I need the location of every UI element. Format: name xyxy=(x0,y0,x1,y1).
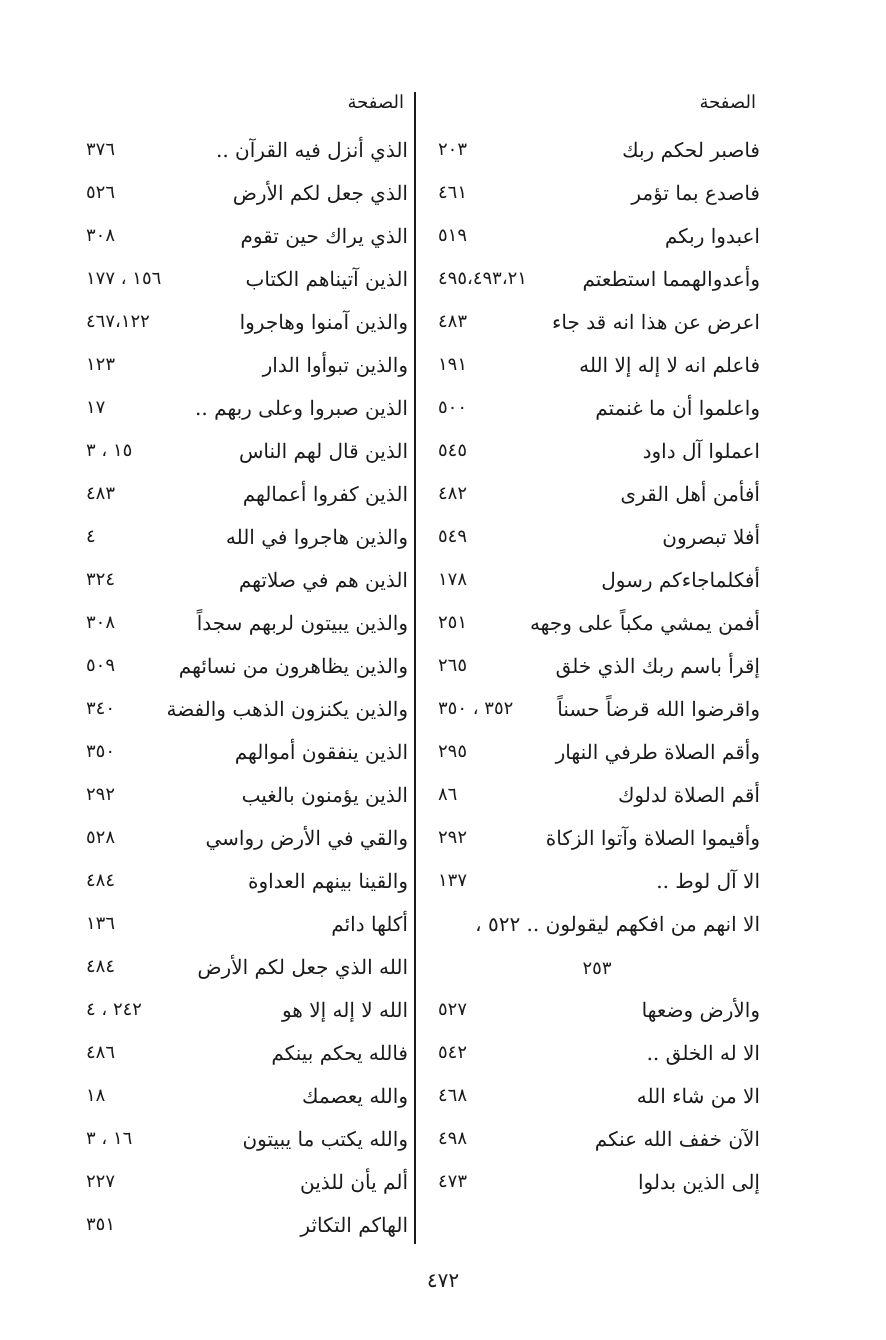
entry-text: اعبدوا ربكم xyxy=(664,224,760,248)
index-entry xyxy=(82,177,408,220)
index-entry xyxy=(434,693,760,736)
entry-page: ٥٤٥ xyxy=(438,440,468,461)
index-entry xyxy=(82,693,408,736)
entry-text: فاصدع بما تؤمر xyxy=(631,181,760,205)
entry-text: والذين تبوأوا الدار xyxy=(262,353,408,377)
index-entry xyxy=(434,263,760,306)
entry-page: ١٩١ xyxy=(438,354,468,375)
index-entry xyxy=(82,822,408,865)
entry-text: الذين ينفقون أموالهم xyxy=(234,740,408,764)
entry-page: ٢٠٣ xyxy=(438,139,468,160)
index-entry xyxy=(434,865,760,908)
entry-page: ١٧ xyxy=(86,397,106,418)
index-entry xyxy=(82,951,408,994)
index-entry xyxy=(434,177,760,220)
entry-text: والأرض وضعها xyxy=(641,998,760,1022)
entry-page: ١٢٣ xyxy=(86,354,116,375)
index-entry xyxy=(82,908,408,951)
entry-page: ٤٦٨ xyxy=(438,1085,468,1106)
entry-text: أفأمن أهل القرى xyxy=(620,482,760,506)
entry-page: ٢٦٥ xyxy=(438,655,468,676)
index-entry xyxy=(82,865,408,908)
entry-text: الذي يراك حين تقوم xyxy=(240,224,408,248)
entry-page: ٤٦٧،١٢٢ xyxy=(86,311,150,332)
entry-text: الله الذي جعل لكم الأرض xyxy=(197,955,408,979)
entry-page: ٤٦١ xyxy=(438,182,468,203)
entry-page: ٤٧٣ xyxy=(438,1171,468,1192)
entry-page: ٤٨٢ xyxy=(438,483,468,504)
entry-page: ٢٤٢ ، ٤ xyxy=(86,999,142,1020)
index-entry xyxy=(434,650,760,693)
entry-text: واعلموا أن ما غنمتم xyxy=(595,396,760,420)
entry-text: ألم يأن للذين xyxy=(299,1170,408,1194)
index-entry xyxy=(82,349,408,392)
entry-page: ٨٦ xyxy=(438,784,458,805)
entry-text: والله يعصمك xyxy=(302,1084,408,1108)
entry-page: ٣٥٠ xyxy=(86,741,116,762)
entry-page: ٤ xyxy=(86,526,96,547)
entry-text: إلى الذين بدلوا xyxy=(637,1170,760,1194)
index-entry xyxy=(82,521,408,564)
right-index-column xyxy=(434,134,760,1209)
entry-page: ٥١٩ xyxy=(438,225,468,246)
index-entry xyxy=(434,822,760,865)
index-entry xyxy=(82,1209,408,1252)
entry-text: أفكلماجاءكم رسول xyxy=(601,568,760,592)
entry-page: ٥٢٧ xyxy=(438,999,468,1020)
entry-page: ٥٢٨ xyxy=(86,827,116,848)
index-entry xyxy=(434,1080,760,1123)
entry-text: والقي في الأرض رواسي xyxy=(205,826,408,850)
entry-page: ٣٠٨ xyxy=(86,225,116,246)
entry-page: ٥٠٠ xyxy=(438,397,468,418)
index-entry xyxy=(82,607,408,650)
entry-page: ٣٠٨ xyxy=(86,612,116,633)
index-entry xyxy=(434,392,760,435)
index-entry xyxy=(82,1080,408,1123)
entry-page: ١٨ xyxy=(86,1085,106,1106)
index-entry xyxy=(434,220,760,263)
entry-text: الذي أنزل فيه القرآن .. xyxy=(215,138,408,162)
entry-page: ٥٠٩ xyxy=(86,655,116,676)
index-entry xyxy=(82,306,408,349)
index-entry xyxy=(82,220,408,263)
index-entry xyxy=(82,435,408,478)
entry-text: الا من شاء الله xyxy=(636,1084,760,1108)
entry-page: ٣٤٠ xyxy=(86,698,116,719)
entry-text: والله يكتب ما يبيتون xyxy=(242,1127,408,1151)
index-entry xyxy=(82,1123,408,1166)
entry-page: ١٧٨ xyxy=(438,569,468,590)
entry-page: ٣٥١ xyxy=(86,1214,116,1235)
index-entry xyxy=(82,134,408,177)
entry-page: ٢٩٥ xyxy=(438,741,468,762)
entry-text: أكلها دائم xyxy=(331,912,408,936)
entry-page: ١٥ ، ٣ xyxy=(86,440,133,461)
entry-page: ٤٨٣ xyxy=(86,483,116,504)
entry-text: والذين هاجروا في الله xyxy=(225,525,408,549)
entry-page: ٢٢٧ xyxy=(86,1171,116,1192)
index-entry xyxy=(82,994,408,1037)
entry-page: ٢٥١ xyxy=(438,612,468,633)
index-entry xyxy=(82,392,408,435)
index-entry xyxy=(434,1037,760,1080)
entry-text: الذين كفروا أعمالهم xyxy=(242,482,408,506)
entry-page: ٤٨٦ xyxy=(86,1042,116,1063)
entry-text: الذي جعل لكم الأرض xyxy=(232,181,408,205)
index-entry xyxy=(82,650,408,693)
entry-page: ٢٩٢ xyxy=(86,784,116,805)
entry-text: الذين قال لهم الناس xyxy=(238,439,408,463)
entry-text: اعرض عن هذا انه قد جاء xyxy=(551,310,760,334)
entry-text: اعملوا آل داود xyxy=(642,439,760,463)
entry-page: ٤٩٥،٤٩٣،٢١ xyxy=(438,268,527,289)
entry-page: ٣٧٦ xyxy=(86,139,116,160)
entry-text: الذين صبروا وعلى ربهم .. xyxy=(195,396,408,420)
entry-text: الآن خفف الله عنكم xyxy=(594,1127,760,1151)
entry-text: وأقيموا الصلاة وآتوا الزكاة xyxy=(545,826,760,850)
entry-page: ٥٢٦ xyxy=(86,182,116,203)
index-entry xyxy=(434,1123,760,1166)
entry-text: أفمن يمشي مكباً على وجهه xyxy=(529,611,760,635)
index-entry xyxy=(434,435,760,478)
entry-text: الذين يؤمنون بالغيب xyxy=(241,783,408,807)
index-entry xyxy=(434,994,760,1037)
entry-text: واقرضوا الله قرضاً حسناً xyxy=(557,697,760,721)
entry-page: ٤٨٤ xyxy=(86,956,116,977)
left-index-column xyxy=(82,134,408,1252)
entry-text: الذين هم في صلاتهم xyxy=(238,568,408,592)
entry-page: ١٥٦ ، ١٧٧ xyxy=(86,268,162,289)
entry-page: ٣٥٢ ، ٣٥٠ xyxy=(438,698,514,719)
entry-text: فالله يحكم بينكم xyxy=(271,1041,408,1065)
index-entry xyxy=(82,1037,408,1080)
entry-text: وأعدوالهمما استطعتم xyxy=(582,267,760,291)
column-divider xyxy=(414,92,416,1244)
entry-text: أفلا تبصرون xyxy=(662,525,760,549)
entry-text: والذين يبيتون لربهم سجداً xyxy=(196,611,408,635)
entry-page: ١٣٧ xyxy=(438,870,468,891)
entry-text: إقرأ باسم ربك الذي خلق xyxy=(555,654,760,678)
index-entry xyxy=(434,564,760,607)
entry-text: الله لا إله إلا هو xyxy=(281,998,408,1022)
entry-text: والذين آمنوا وهاجروا xyxy=(239,310,408,334)
entry-page: ٢٩٢ xyxy=(438,827,468,848)
index-entry xyxy=(82,564,408,607)
index-entry xyxy=(434,908,760,994)
right-column-header: الصفحة xyxy=(699,92,756,113)
index-entry xyxy=(82,736,408,779)
index-entry xyxy=(434,349,760,392)
index-entry xyxy=(82,779,408,822)
entry-text: فاعلم انه لا إله إلا الله xyxy=(579,353,760,377)
index-entry xyxy=(434,607,760,650)
entry-page: ١٦ ، ٣ xyxy=(86,1128,133,1149)
entry-text: وأقم الصلاة طرفي النهار xyxy=(555,740,760,764)
index-entry xyxy=(82,478,408,521)
entry-text: الهاكم التكاثر xyxy=(300,1213,408,1237)
entry-text: فاصبر لحكم ربك xyxy=(622,138,760,162)
left-column-header: الصفحة xyxy=(347,92,404,113)
entry-text: والذين يظاهرون من نسائهم xyxy=(178,654,408,678)
entry-page: ٤٨٤ xyxy=(86,870,116,891)
index-entry xyxy=(434,521,760,564)
index-entry xyxy=(434,478,760,521)
index-entry xyxy=(434,134,760,177)
index-entry xyxy=(434,779,760,822)
index-entry xyxy=(434,1166,760,1209)
entry-text: أقم الصلاة لدلوك xyxy=(617,783,760,807)
entry-text: الا له الخلق .. xyxy=(646,1041,760,1065)
entry-text: الا آل لوط .. xyxy=(656,869,760,893)
entry-text: الا انهم من افكهم ليقولون .. ٥٢٢ ، xyxy=(475,912,760,936)
entry-page: ٥٤٢ xyxy=(438,1042,468,1063)
entry-text: والذين يكنزون الذهب والفضة xyxy=(166,697,408,721)
entry-page-continued: ٢٥٣ xyxy=(582,958,612,979)
entry-page: ٤٨٣ xyxy=(438,311,468,332)
page-number: ٤٧٢ xyxy=(426,1268,460,1292)
entry-text: الذين آتيناهم الكتاب xyxy=(245,267,408,291)
entry-page: ٤٩٨ xyxy=(438,1128,468,1149)
index-entry xyxy=(82,1166,408,1209)
index-entry xyxy=(82,263,408,306)
entry-page: ٣٢٤ xyxy=(86,569,116,590)
index-entry xyxy=(434,736,760,779)
entry-page: ١٣٦ xyxy=(86,913,116,934)
entry-text: والقينا بينهم العداوة xyxy=(248,869,408,893)
index-entry xyxy=(434,306,760,349)
entry-page: ٥٤٩ xyxy=(438,526,468,547)
